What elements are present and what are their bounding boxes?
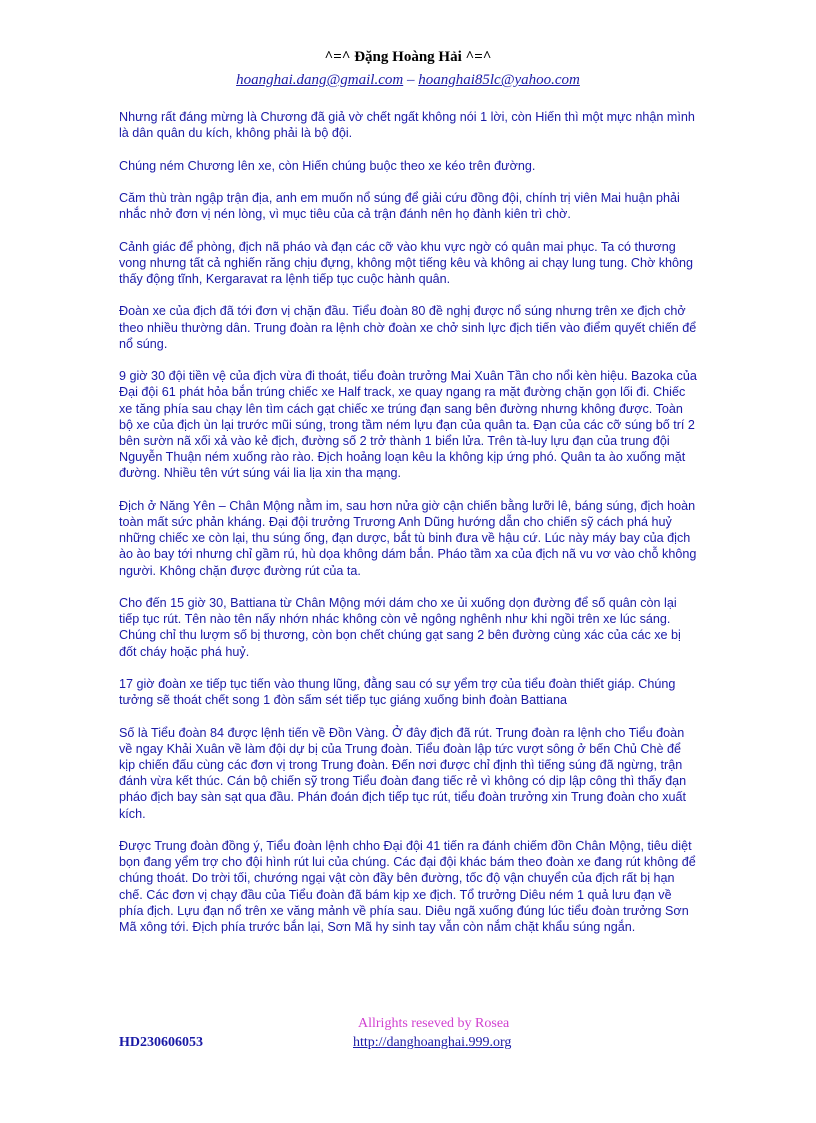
- paragraph: Cho đến 15 giờ 30, Battiana từ Chân Mộng mới dám cho xe ủi xuống dọn đường để số quân còn lại tiếp tục rút. Tên nào tên nấy nhớn nhác không còn vẻ ngông nghênh như khi ngồi trên xe lúc sáng. Chúng chỉ thu lượm số bị thương, còn bọn chết chúng gạt sang 2 bên đường cùng xác của các xe bị đốt cháy hoặc phá huỷ.: [119, 595, 681, 659]
- paragraph: Nhưng rất đáng mừng là Chương đã giả vờ chết ngất không nói 1 lời, còn Hiến thì một mực nhận mình là dân quân du kích, không phải là bộ đội.: [119, 110, 695, 141]
- footer-document-code: HD230606053: [119, 1035, 203, 1050]
- footer-copyright: Allrights reseved by Rosea: [358, 1016, 510, 1031]
- email-link-gmail[interactable]: hoanghai.dang@gmail.com: [236, 72, 404, 88]
- body-text: [119, 109, 699, 951]
- paragraph: 17 giờ đoàn xe tiếp tục tiến vào thung lũng, đằng sau có sự yểm trợ của tiểu đoàn thiết giáp. Chúng tưởng sẽ thoát chết song 1 đòn sấm sét tiếp tục giáng xuống binh đoàn Battiana: [119, 676, 676, 708]
- email-link-yahoo[interactable]: hoanghai85lc@yahoo.com: [418, 72, 580, 88]
- author-emails: [0, 71, 816, 89]
- paragraph: Địch ở Năng Yên – Chân Mộng nằm im, sau hơn nửa giờ cận chiến bằng lưỡi lê, báng súng, địch hoàn toàn mất sức phản kháng. Đại đội trưởng Trương Anh Dũng hướng dẫn cho chiến sỹ cách phá huỷ những chiếc xe còn lại, thu súng ống, đạn dược, bắt tù binh đưa về hậu cứ. Lúc này máy bay của địch ào ào bay tới nhưng chỉ gầm rú, hù dọa không dám bắn. Pháo tầm xa của địch nã vu vơ vào chỗ không người. Không chặn được đường rút của ta.: [119, 498, 697, 578]
- footer-website-link[interactable]: http://danghoanghai.999.org: [353, 1035, 512, 1050]
- paragraph: Chúng ném Chương lên xe, còn Hiến chúng buộc theo xe kéo trên đường.: [119, 158, 536, 173]
- email-separator: –: [406, 72, 415, 88]
- author-title: ^=^ Đặng Hoàng Hải ^=^: [324, 49, 492, 65]
- paragraph: Được Trung đoàn đồng ý, Tiểu đoàn lệnh chho Đại đội 41 tiến ra đánh chiếm đồn Chân Mộng, tiêu diệt bọn đang yểm trợ cho đội hình rút lui của chúng. Các đại đội khác bám theo đoàn xe đang rút không để chúng thoát. Do trời tối, chướng ngại vật còn đầy bên đường, tốc độ vận chuyển của địch rất bị hạn chế. Các đơn vị chạy đầu của Tiểu đoàn đã bám kịp xe địch. Tổ trưởng Diêu ném 1 quả lưu đạn về phía địch. Lựu đạn nổ trên xe văng mảnh về phía sau. Diêu ngã xuống đúng lúc tiểu đoàn trưởng Sơn Mã xông tới. Địch phía trước bắn lại, Sơn Mã hy sinh tay vẫn còn nắm chặt khẩu súng ngắn.: [119, 838, 696, 934]
- paragraph: Căm thù tràn ngập trận địa, anh em muốn nổ súng để giải cứu đồng đội, chính trị viên Mai huận phải nhắc nhở đơn vị nén lòng, vì mục tiêu của cả trận đánh nên họ đành kiên trì chờ.: [119, 190, 680, 222]
- paragraph: 9 giờ 30 đội tiền vệ của địch vừa đi thoát, tiểu đoàn trưởng Mai Xuân Tần cho nổi kèn hiệu. Bazoka của Đại đội 61 phát hỏa bắn trúng chiếc xe Half track, xe quay ngang ra mặt đường chặn gọn lối đi. Chiếc xe tăng phía sau chạy lên tìm cách gạt chiếc xe trúng đạn sang bên đường nhưng không được. Toàn bộ xe của địch ùn lại trước mũi súng, trong tầm ném lựu đạn của quân ta. Đạn của các cỡ súng bố trí 2 bên sườn nã xối xả vào kẻ địch, đường số 2 trở thành 1 biển lửa. Trên tà-luy lựu đạn của trung đội Nguyễn Thuận ném xuống rào rào. Địch hoảng loạn kêu la không kịp ứng phó. Quân ta ào xuống mặt đường. Nhiều tên vứt súng vái lia lịa xin tha mạng.: [119, 369, 697, 481]
- paragraph: Số là Tiểu đoàn 84 được lệnh tiến về Đồn Vàng. Ở đây địch đã rút. Trung đoàn ra lệnh cho Tiểu đoàn về ngay Khải Xuân về làm đội dự bị của Trung đoàn. Tiểu đoàn lập tức vượt sông ở bến Chủ Chè để kịp chiến đấu cùng các đơn vị trong Trung đoàn. Đến nơi được chỉ định thì tiếng súng đã ngừng, trận đánh vừa kết thúc. Cán bộ chiến sỹ trong Tiểu đoàn đang tiếc rẻ vì không có dịp lập công thì thấy đạn pháo địch bay sàn sạt qua đầu. Phán đoán địch tiếp tục rút, tiểu đoàn trưởng xin Trung đoàn cho xuất kích.: [119, 725, 687, 821]
- paragraph: Cảnh giác để phòng, địch nã pháo và đạn các cỡ vào khu vực ngờ có quân mai phục. Ta có thương vong nhưng tất cả nghiến răng chịu đựng, không một tiếng kêu và không ai chạy lung tung. Chờ không thấy động tĩnh, Kergaravat ra lệnh tiếp tục cuộc hành quân.: [119, 239, 694, 286]
- paragraph: Đoàn xe của địch đã tới đơn vị chặn đầu. Tiểu đoàn 80 đề nghị được nổ súng nhưng trên xe địch chở theo nhiều thường dân. Trung đoàn ra lệnh chờ đoàn xe chở sinh lực địch tiến vào điểm quyết chiến để nổ súng.: [119, 304, 697, 351]
